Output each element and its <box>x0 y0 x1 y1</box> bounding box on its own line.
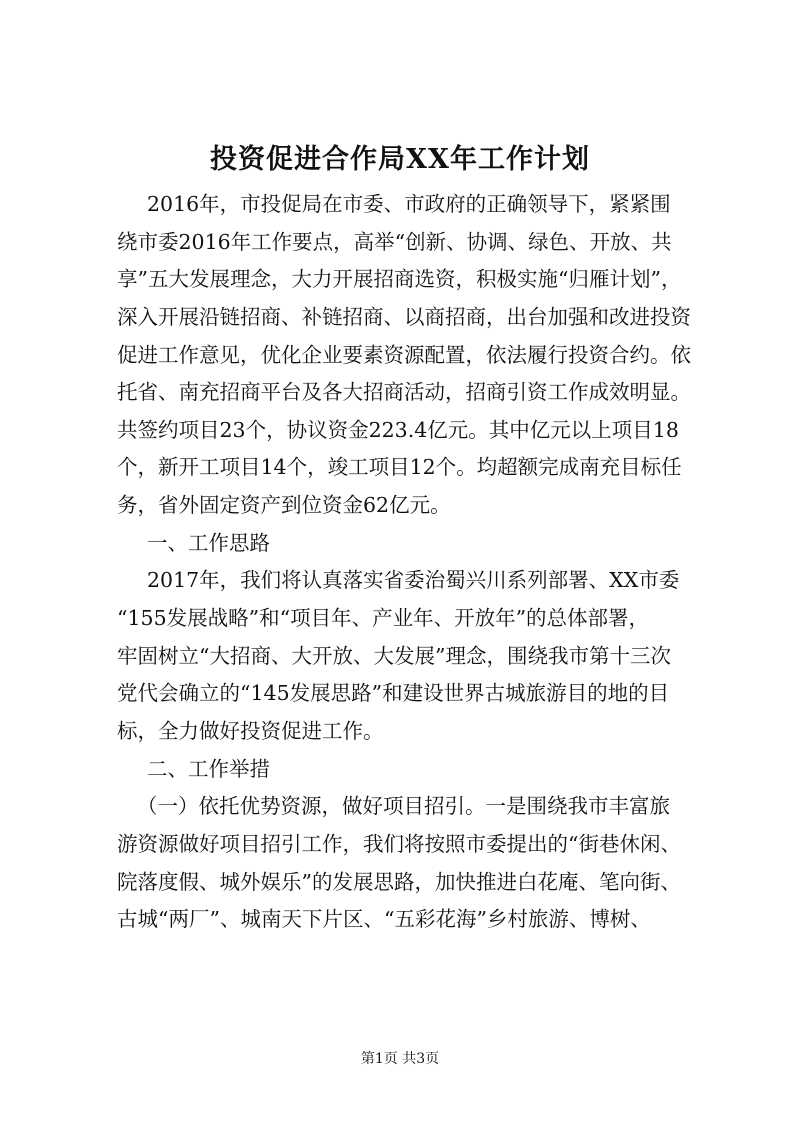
paragraph-line: 托省、南充招商平台及各大招商活动，招商引资工作成效明显。 <box>117 380 691 405</box>
paragraph-line: 党代会确立的“145发展思路”和建设世界古城旅游目的地的目 <box>117 681 670 706</box>
paragraph-line: 古城“两厂”、城南天下片区、“五彩花海”乡村旅游、博树、 <box>117 907 651 932</box>
paragraph-line: 2016年，市投促局在市委、市政府的正确领导下，紧紧围 <box>147 192 671 216</box>
paragraph-line: “155发展战略”和“项目年、产业年、开放年”的总体部署， <box>117 606 650 631</box>
paragraph-line: 游资源做好项目招引工作，我们将按照市委提出的“街巷休闲、 <box>117 831 681 856</box>
paragraph-line: 深入开展沿链招商、补链招商、以商招商，出台加强和改进投资 <box>117 304 691 329</box>
document-title: 投资促进合作局XX年工作计划 <box>210 144 590 175</box>
paragraph-line: 务，省外固定资产到位资金62亿元。 <box>117 493 451 518</box>
page-footer: 第1页 共3页 <box>360 1051 440 1067</box>
paragraph-line: （一）依托优势资源，做好项目招引。一是围绕我市丰富旅 <box>137 794 670 819</box>
section-heading: 一、工作思路 <box>147 530 270 555</box>
paragraph-line: 享”五大发展理念，大力开展招商选资，积极实施“归雁计划”， <box>117 267 682 292</box>
paragraph-line: 共签约项目23个，协议资金223.4亿元。其中亿元以上项目18 <box>117 417 679 442</box>
section-heading: 二、工作举措 <box>147 756 270 781</box>
paragraph-line: 牢固树立“大招商、大开放、大发展”理念，围绕我市第十三次 <box>117 643 671 668</box>
paragraph-line: 标，全力做好投资促进工作。 <box>117 718 384 743</box>
paragraph-line: 个，新开工项目14个，竣工项目12个。均超额完成南充目标任 <box>117 455 682 480</box>
paragraph-line: 院落度假、城外娱乐”的发展思路，加快推进白花庵、笔向街、 <box>117 869 681 894</box>
paragraph-line: 绕市委2016年工作要点，高举“创新、协调、绿色、开放、共 <box>117 229 672 254</box>
paragraph-line: 促进工作意见，优化企业要素资源配置，依法履行投资合约。依 <box>117 342 691 367</box>
paragraph-line: 2017年，我们将认真落实省委治蜀兴川系列部署、XX市委 <box>147 568 680 593</box>
document-body <box>117 186 717 939</box>
